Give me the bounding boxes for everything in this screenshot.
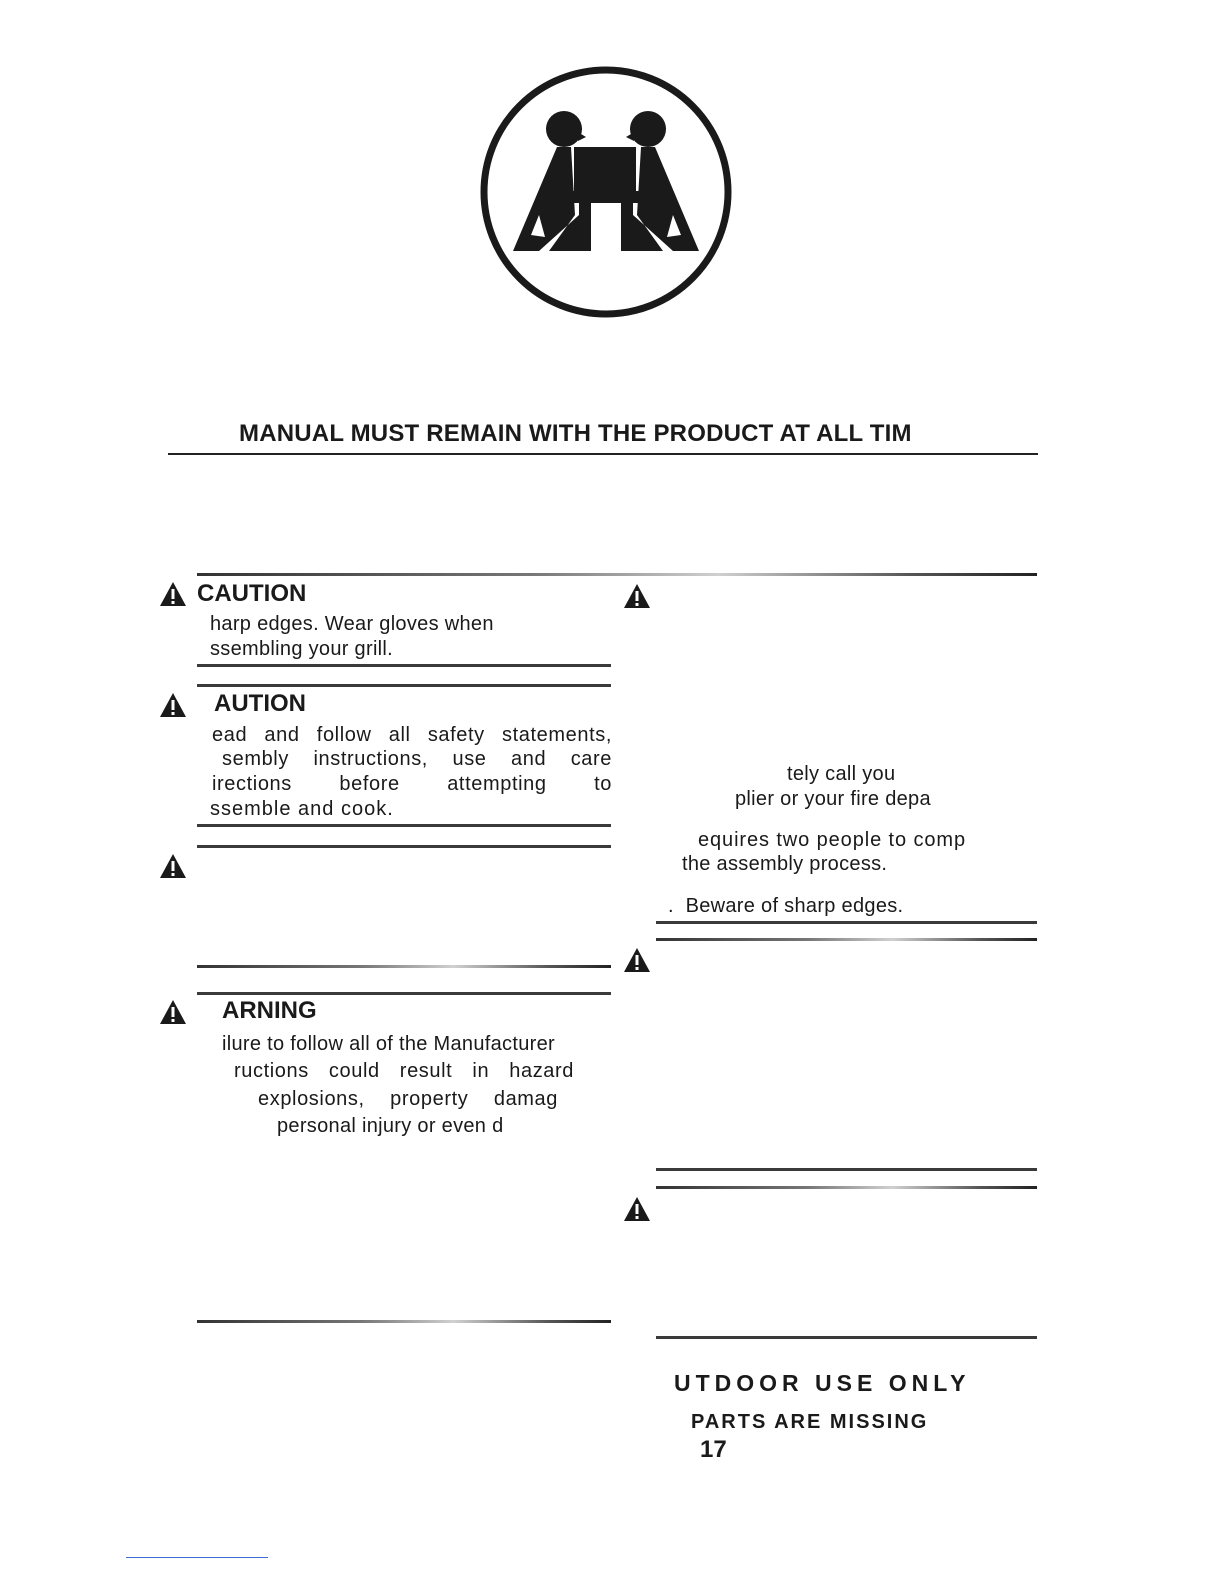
notice-text-line: the assembly process. [682,853,888,875]
warning-text-line: ructions could result in hazard [234,1060,574,1082]
section-bottom-rule [197,824,611,827]
warning-text-line: explosions, property damag [258,1088,558,1110]
section-bottom-rule [197,1320,611,1323]
caution-text-line: ead and follow all safety statements, [212,724,612,746]
section-top-rule [197,845,611,848]
parts-missing-notice: PARTS ARE MISSING [691,1411,929,1433]
section-bottom-rule [197,664,611,667]
page-number: 17 [700,1436,727,1463]
page-title: MANUAL MUST REMAIN WITH THE PRODUCT AT ALL TIM [239,420,912,447]
section-top-rule [197,992,611,995]
caution-heading: CAUTION [197,580,307,607]
section-bottom-rule [656,921,1037,924]
section-bottom-rule [656,1336,1037,1339]
caution-text-line: ssembling your grill. [210,638,394,660]
warning-triangle-icon [623,583,651,609]
warning-triangle-icon [159,581,187,607]
outdoor-use-notice: UTDOOR USE ONLY [674,1370,971,1396]
section-top-rule [656,1186,1037,1189]
warning-heading: ARNING [222,997,317,1024]
title-underline [168,453,1038,455]
notice-text-line: equires two people to comp [698,829,966,851]
section-bottom-rule [197,965,611,968]
notice-text-line: tely call you [787,763,896,785]
warning-triangle-icon [159,853,187,879]
warning-triangle-icon [623,947,651,973]
section-top-rule [656,938,1037,941]
section-top-rule [197,573,1037,576]
warning-text-line: personal injury or even d [277,1115,504,1137]
warning-triangle-icon [159,999,187,1025]
warning-text-line: ilure to follow all of the Manufacturer [222,1033,555,1055]
notice-text-line: plier or your fire depa [735,788,931,810]
caution-heading: AUTION [214,690,306,717]
section-bottom-rule [656,1168,1037,1171]
caution-text-line: ssemble and cook. [210,798,394,820]
caution-text-line: irections before attempting to [212,773,612,795]
warning-triangle-icon [159,692,187,718]
link-underline [126,1557,268,1558]
section-top-rule [197,684,611,687]
caution-text-line: harp edges. Wear gloves when [210,613,494,635]
warning-triangle-icon [623,1196,651,1222]
notice-text-line: . Beware of sharp edges. [668,895,904,917]
two-person-lift-logo [479,65,733,319]
caution-text-line: sembly instructions, use and care [222,748,612,770]
